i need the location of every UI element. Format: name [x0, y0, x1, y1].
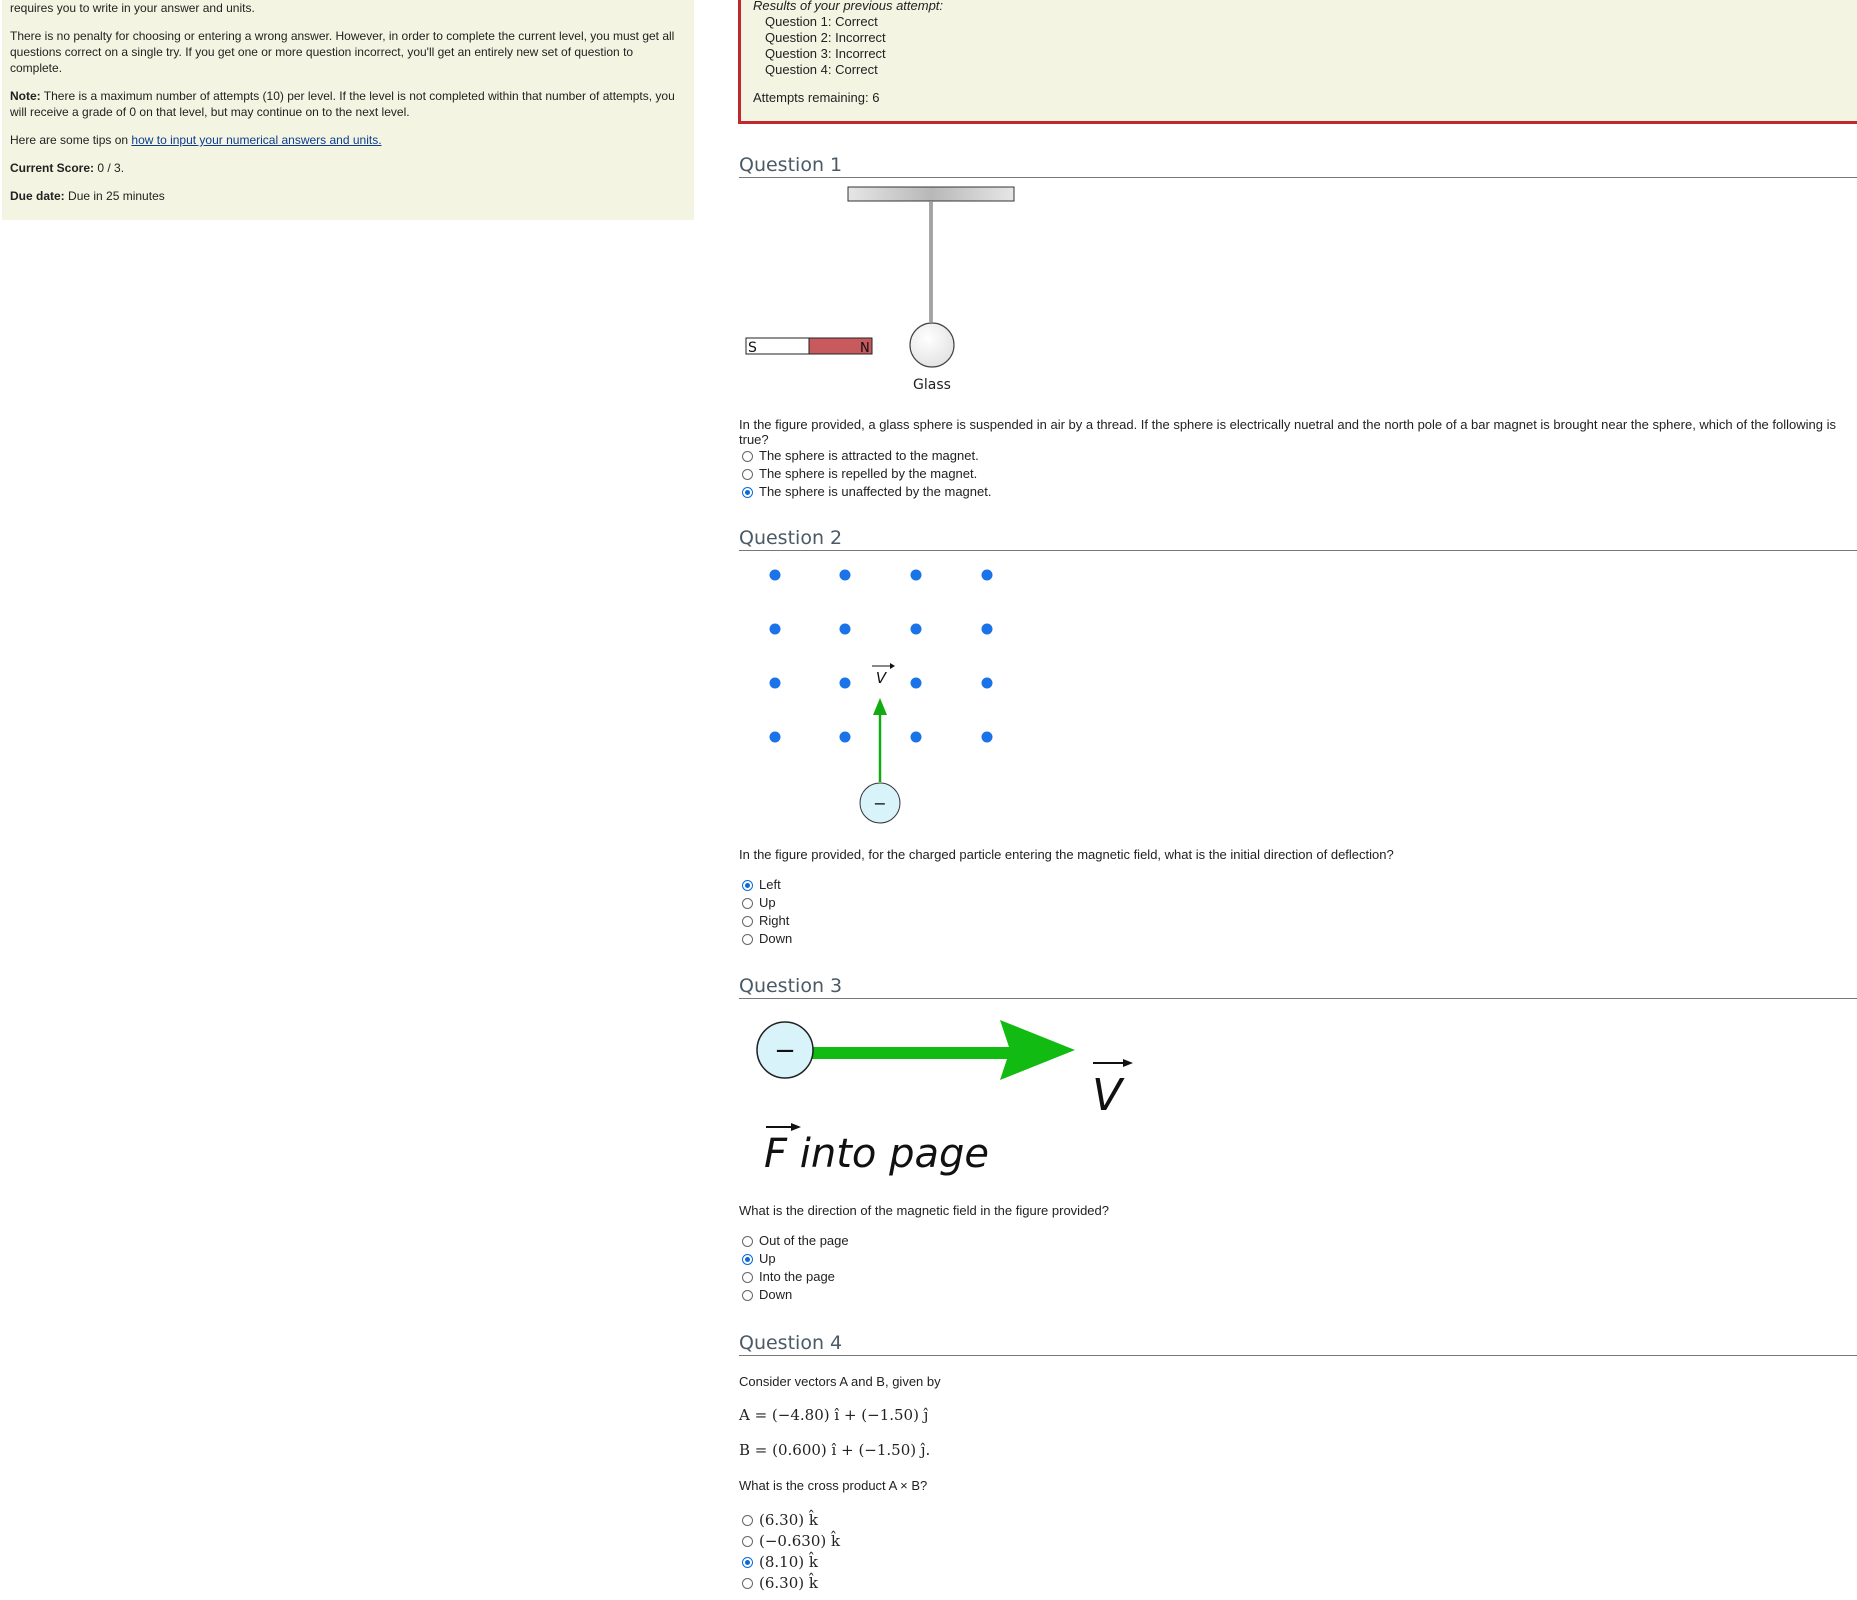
- question-3-prompt: What is the direction of the magnetic field in the figure provided?: [739, 1203, 1109, 1218]
- note-body: There is a maximum number of attempts (10) per level. If the level is not completed within that number of attempts, you will receive a grade of 0 on that level, but may continue on to the next level.: [10, 89, 675, 119]
- force-direction-text: into page: [787, 1131, 989, 1177]
- radio-button[interactable]: [742, 1515, 753, 1526]
- radio-button[interactable]: [742, 451, 753, 462]
- question-4-prompt: What is the cross product A × B?: [739, 1478, 928, 1493]
- charge-sign: −: [774, 1036, 796, 1066]
- note-text: [10, 88, 686, 120]
- radio-button[interactable]: [742, 1290, 753, 1301]
- due-label: Due date:: [10, 189, 65, 203]
- result-q4: Question 4: Correct: [765, 62, 878, 77]
- option-label: (−0.630) k̂: [759, 1532, 841, 1550]
- question-2-heading: Question 2: [739, 527, 1857, 551]
- current-score: [10, 160, 686, 176]
- question-3-options: [742, 1232, 849, 1304]
- result-q3: Question 3: Incorrect: [765, 46, 886, 61]
- result-q2: Question 2: Incorrect: [765, 30, 886, 45]
- radio-button[interactable]: [742, 469, 753, 480]
- option-label: (8.10) k̂: [759, 1553, 818, 1571]
- vector-b-equation: B = (0.600) î + (−1.50) ĵ.: [739, 1441, 931, 1459]
- q2-option[interactable]: [742, 894, 792, 912]
- sphere-label: Glass: [913, 377, 951, 393]
- q1-option[interactable]: [742, 465, 991, 483]
- glass-sphere: [910, 323, 954, 367]
- radio-button-selected[interactable]: [742, 1557, 753, 1568]
- velocity-arrowhead: [873, 698, 887, 715]
- level-info-panel: [2, 0, 694, 220]
- ceiling-support: [848, 187, 1014, 201]
- option-label: Right: [759, 913, 790, 928]
- attempts-remaining: Attempts remaining: 6: [753, 90, 880, 105]
- q1-figure: [740, 184, 1020, 394]
- q3-option[interactable]: [742, 1286, 849, 1304]
- instructions-text: requires you to write in your answer and units.: [10, 1, 255, 15]
- force-label: [764, 1131, 989, 1177]
- question-1-heading: Question 1: [739, 154, 1857, 178]
- option-label: Left: [759, 877, 781, 892]
- question-1-prompt: In the figure provided, a glass sphere is suspended in air by a thread. If the sphere is electrically nuetral and the north pole of a bar magnet is brought near the sphere, which of the following is true?: [739, 417, 1836, 447]
- q4-option[interactable]: [742, 1552, 840, 1573]
- option-label: (6.30) k̂: [759, 1574, 818, 1592]
- velocity-label: V: [1092, 1070, 1123, 1121]
- radio-button[interactable]: [742, 1236, 753, 1247]
- radio-button[interactable]: [742, 934, 753, 945]
- magnet-n-label: N: [860, 341, 870, 356]
- previous-attempt-box: [738, 0, 1857, 124]
- q2-option[interactable]: [742, 912, 792, 930]
- note-label: Note:: [10, 89, 41, 103]
- radio-button[interactable]: [742, 1536, 753, 1547]
- q2-option[interactable]: [742, 876, 792, 894]
- radio-button-selected[interactable]: [742, 1254, 753, 1265]
- option-label: Into the page: [759, 1269, 835, 1284]
- score-value: 0 / 3.: [94, 161, 125, 175]
- option-label: Up: [759, 1251, 776, 1266]
- attempt-caption: Results of your previous attempt:: [753, 0, 944, 13]
- radio-button[interactable]: [742, 898, 753, 909]
- score-label: Current Score:: [10, 161, 95, 175]
- question-1-options: [742, 447, 991, 501]
- option-label: The sphere is unaffected by the magnet.: [759, 484, 992, 499]
- velocity-arrowhead: [1000, 1020, 1075, 1080]
- penalty-text: There is no penalty for choosing or entering a wrong answer. However, in order to complete the current level, you must get all questions correct on a single try. If you get one or more question incorrect, you'll get an entirely new set of question to complete.: [10, 29, 675, 75]
- radio-button[interactable]: [742, 916, 753, 927]
- option-label: Out of the page: [759, 1233, 849, 1248]
- q3-option[interactable]: [742, 1268, 849, 1286]
- force-symbol: F: [764, 1131, 788, 1177]
- vector-a-equation: A = (−4.80) î + (−1.50) ĵ: [739, 1406, 929, 1424]
- charge-sign: −: [873, 794, 887, 813]
- q2-figure: [740, 560, 1020, 830]
- magnet-s-label: S: [748, 340, 757, 356]
- radio-button[interactable]: [742, 1578, 753, 1589]
- q3-option[interactable]: [742, 1232, 849, 1250]
- q1-option[interactable]: [742, 483, 991, 501]
- question-3-heading: Question 3: [739, 975, 1857, 999]
- due-date: [10, 188, 686, 204]
- q4-option[interactable]: [742, 1510, 840, 1531]
- q1-option[interactable]: [742, 447, 991, 465]
- option-label: Down: [759, 931, 793, 946]
- question-4-options: [742, 1510, 840, 1594]
- velocity-label: V: [875, 669, 887, 687]
- option-label: Down: [759, 1287, 793, 1302]
- attempt-results: [753, 14, 1857, 78]
- due-value: Due in 25 minutes: [64, 189, 165, 203]
- option-label: Up: [759, 895, 776, 910]
- tips-link[interactable]: how to input your numerical answers and units.: [131, 133, 382, 147]
- q2-option[interactable]: [742, 930, 792, 948]
- result-q1: Question 1: Correct: [765, 14, 878, 29]
- question-2-options: [742, 876, 792, 948]
- option-label: The sphere is attracted to the magnet.: [759, 448, 979, 463]
- radio-button-selected[interactable]: [742, 880, 753, 891]
- radio-button-selected[interactable]: [742, 487, 753, 498]
- q4-option[interactable]: [742, 1573, 840, 1594]
- tips-text: [10, 132, 686, 148]
- q3-option[interactable]: [742, 1250, 849, 1268]
- radio-button[interactable]: [742, 1272, 753, 1283]
- q3-figure: [740, 1010, 1160, 1190]
- option-label: (6.30) k̂: [759, 1511, 818, 1529]
- question-2-prompt: In the figure provided, for the charged particle entering the magnetic field, what is the initial direction of deflection?: [739, 847, 1394, 862]
- q4-option[interactable]: [742, 1531, 840, 1552]
- option-label: The sphere is repelled by the magnet.: [759, 466, 978, 481]
- question-4-intro: Consider vectors A and B, given by: [739, 1374, 941, 1389]
- tips-prefix: Here are some tips on: [10, 133, 132, 147]
- question-4-heading: Question 4: [739, 1332, 1857, 1356]
